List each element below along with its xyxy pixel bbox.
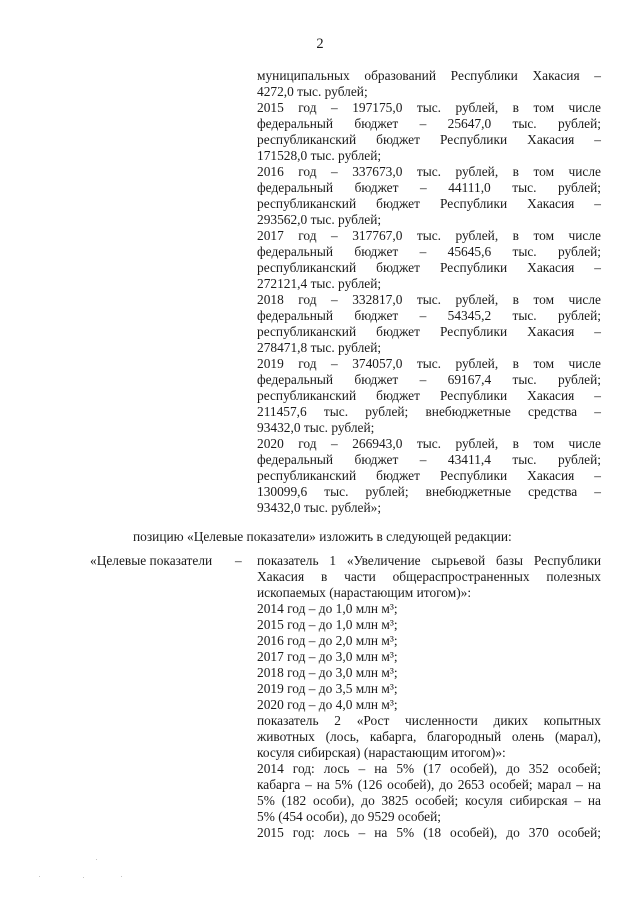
indicator-text-line: животных (лось, кабарга, благородный олень (марал), bbox=[257, 729, 601, 744]
funding-text-line: федеральный бюджет – 54345,2 тыс. рублей; bbox=[257, 308, 601, 323]
funding-text-line: федеральный бюджет – 45645,6 тыс. рублей; bbox=[257, 244, 601, 259]
funding-text-line: 4272,0 тыс. рублей; bbox=[257, 84, 368, 99]
funding-text-line: 2017 год – 317767,0 тыс. рублей, в том числе bbox=[257, 228, 601, 243]
funding-text-line: республиканский бюджет Республики Хакасия – bbox=[257, 324, 601, 339]
indicator-text-line: 5% (182 особи), до 3825 особей; косуля сибирская – на bbox=[257, 793, 601, 808]
indicator-text-line: кабарга – на 5% (126 особей), до 2653 особей; марал – на bbox=[257, 777, 601, 792]
funding-text-line: федеральный бюджет – 44111,0 тыс. рублей; bbox=[257, 180, 601, 195]
funding-text-line: федеральный бюджет – 69167,4 тыс. рублей; bbox=[257, 372, 601, 387]
row-dash: – bbox=[235, 553, 242, 568]
funding-text-line: федеральный бюджет – 43411,4 тыс. рублей; bbox=[257, 452, 601, 467]
indicator-text-line: показатель 2 «Рост численности диких копытных bbox=[257, 713, 601, 728]
funding-text-line: 2015 год – 197175,0 тыс. рублей, в том числе bbox=[257, 100, 601, 115]
indicator-text-line: 2018 год – до 3,0 млн м³; bbox=[257, 665, 398, 680]
indicator-text-line: 2015 год: лось – на 5% (18 особей), до 370 особей; bbox=[257, 825, 601, 840]
indicator-text-line: 2014 год – до 1,0 млн м³; bbox=[257, 601, 398, 616]
indicator-text-line: 2017 год – до 3,0 млн м³; bbox=[257, 649, 398, 664]
funding-text-line: 278471,8 тыс. рублей; bbox=[257, 340, 382, 355]
funding-text-line: 293562,0 тыс. рублей; bbox=[257, 212, 382, 227]
funding-continuation-block bbox=[257, 68, 601, 516]
funding-text-line: 272121,4 тыс. рублей; bbox=[257, 276, 382, 291]
funding-text-line: республиканский бюджет Республики Хакасия – bbox=[257, 196, 601, 211]
scan-speck bbox=[121, 876, 122, 877]
indicator-text-line: косуля сибирская) (нарастающим итогом)»: bbox=[257, 745, 506, 760]
instruction-paragraph: позицию «Целевые показатели» изложить в следующей редакции: bbox=[133, 529, 512, 544]
indicator-text-line: ископаемых (нарастающим итогом)»: bbox=[257, 585, 472, 600]
indicator-text-line: показатель 1 «Увеличение сырьевой базы Республики bbox=[257, 553, 601, 568]
funding-text-line: 93432,0 тыс. рублей»; bbox=[257, 500, 382, 515]
funding-text-line: республиканский бюджет Республики Хакасия – bbox=[257, 468, 601, 483]
funding-text-line: муниципальных образований Республики Хакасия – bbox=[257, 68, 601, 83]
indicator-text-line: 2016 год – до 2,0 млн м³; bbox=[257, 633, 398, 648]
funding-text-line: 2018 год – 332817,0 тыс. рублей, в том числе bbox=[257, 292, 601, 307]
funding-text-line: республиканский бюджет Республики Хакасия – bbox=[257, 388, 601, 403]
scan-speck bbox=[83, 877, 84, 878]
funding-text-line: 211457,6 тыс. рублей; внебюджетные средства – bbox=[257, 404, 601, 419]
funding-text-line: республиканский бюджет Республики Хакасия – bbox=[257, 132, 601, 147]
row-label-target-indicators: «Целевые показатели bbox=[90, 553, 213, 568]
indicator-text-line: 2020 год – до 4,0 млн м³; bbox=[257, 697, 398, 712]
scan-speck bbox=[96, 859, 97, 860]
indicator-text-line: 2015 год – до 1,0 млн м³; bbox=[257, 617, 398, 632]
target-indicators-block bbox=[257, 553, 601, 841]
funding-text-line: 130099,6 тыс. рублей; внебюджетные средства – bbox=[257, 484, 601, 499]
funding-text-line: 93432,0 тыс. рублей; bbox=[257, 420, 375, 435]
scan-speck bbox=[39, 876, 40, 877]
indicator-text-line: 2014 год: лось – на 5% (17 особей), до 352 особей; bbox=[257, 761, 601, 776]
indicator-text-line: 2019 год – до 3,5 млн м³; bbox=[257, 681, 398, 696]
funding-text-line: 2016 год – 337673,0 тыс. рублей, в том числе bbox=[257, 164, 601, 179]
page-number: 2 bbox=[316, 36, 324, 52]
indicator-text-line: Хакасия в части общераспространенных полезных bbox=[257, 569, 601, 584]
funding-text-line: 2019 год – 374057,0 тыс. рублей, в том числе bbox=[257, 356, 601, 371]
funding-text-line: республиканский бюджет Республики Хакасия – bbox=[257, 260, 601, 275]
funding-text-line: 171528,0 тыс. рублей; bbox=[257, 148, 382, 163]
indicator-text-line: 5% (454 особи), до 9529 особей; bbox=[257, 809, 442, 824]
funding-text-line: федеральный бюджет – 25647,0 тыс. рублей; bbox=[257, 116, 601, 131]
funding-text-line: 2020 год – 266943,0 тыс. рублей, в том числе bbox=[257, 436, 601, 451]
